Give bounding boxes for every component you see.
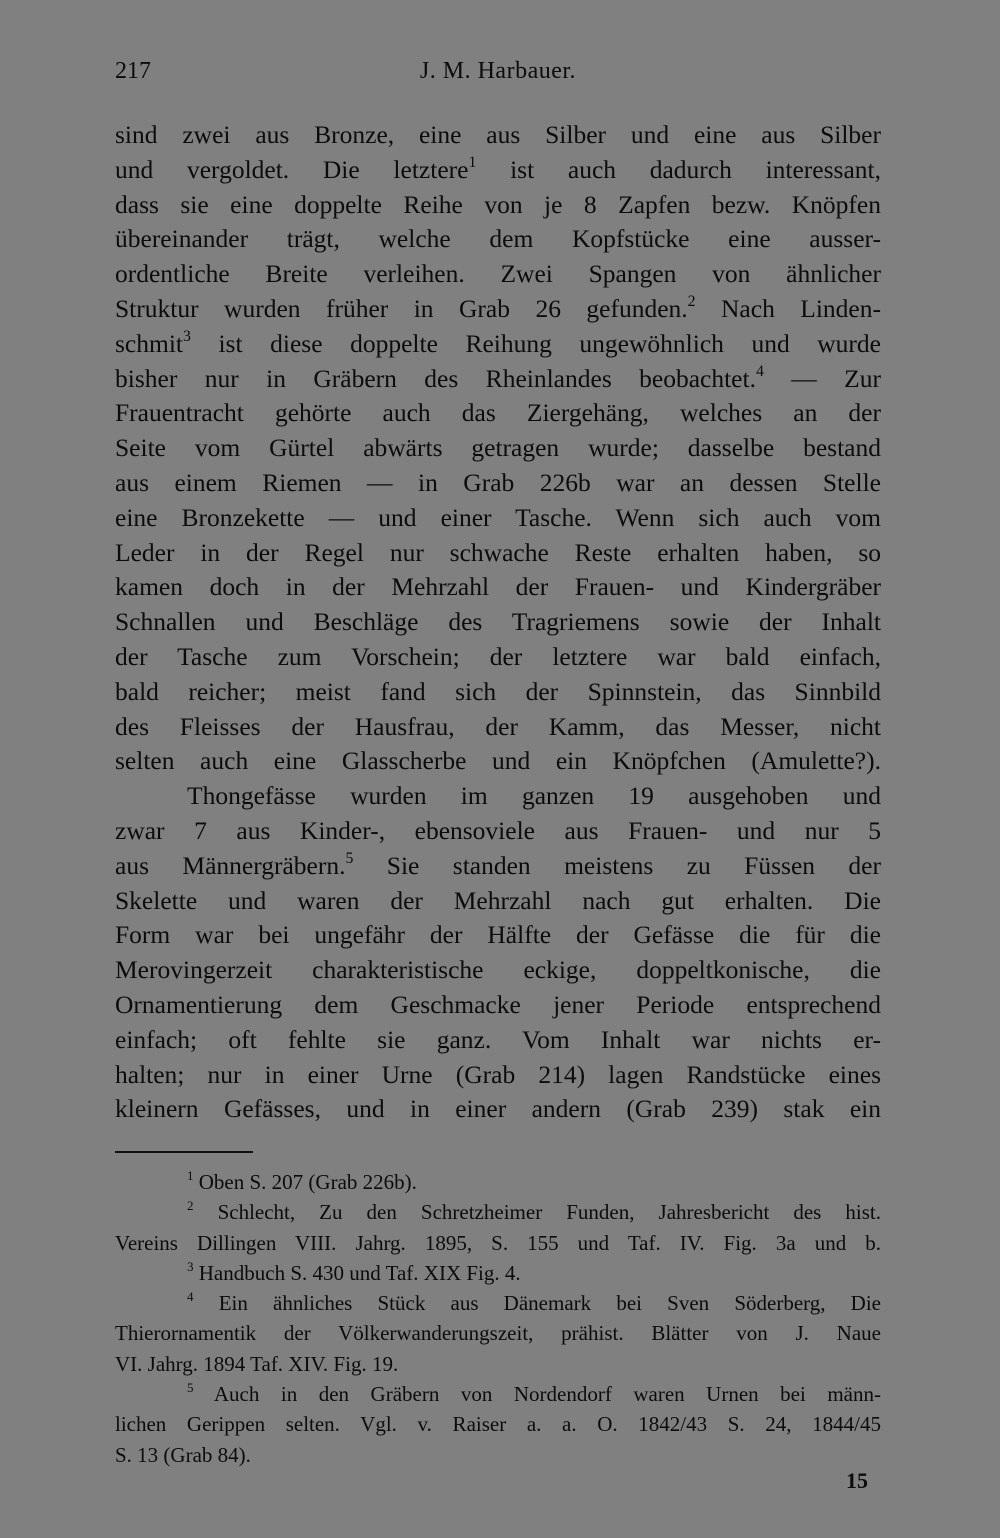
text-line: sind zwei aus Bronze, eine aus Silber und eine aus Silber xyxy=(115,120,881,149)
text-line: aus einem Riemen — in Grab 226b war an dessen Stelle xyxy=(115,467,881,497)
text-line: der Tasche zum Vorschein; der letztere war bald einfach, xyxy=(115,641,881,671)
footnote-line: Thierornamentik der Völkerwanderungszeit, prähist. Blätter von J. Naue xyxy=(115,1321,881,1346)
footnote-line: Vereins Dillingen VIII. Jahrg. 1895, S. 155 und Taf. IV. Fig. 3a und b. xyxy=(115,1230,881,1255)
footnote-marker: 3 xyxy=(187,1258,194,1274)
footnote-line: $^5$ Auch in den Gräbern von Nordendorf waren Urnen bei männ- xyxy=(187,1379,881,1407)
footnote-marker: 5 xyxy=(345,849,354,867)
text-line: bald reicher; meist fand sich der Spinnstein, das Sinnbild xyxy=(115,676,881,706)
footnote-marker: 2 xyxy=(187,1198,194,1214)
text-line: Seite vom Gürtel abwärts getragen wurde; dasselbe bestand xyxy=(115,433,881,463)
paragraph-start-line: Thongefässe wurden im ganzen 19 ausgehoben und xyxy=(187,781,881,811)
text-line: bisher nur in Gräbern des Rheinlandes beobachtet.$^4$ — Zur xyxy=(115,362,881,393)
text-line: Form war bei ungefähr der Hälfte der Gefässe die für die xyxy=(115,920,881,950)
text-line: aus Männergräbern.$^5$ Sie standen meistens zu Füssen der xyxy=(115,849,881,880)
running-title: J. M. Harbauer. xyxy=(419,58,577,84)
text-line: und vergoldet. Die letztere$^1$ ist auch dadurch interessant, xyxy=(115,153,881,184)
text-line: des Fleisses der Hausfrau, der Kamm, das Messer, nicht xyxy=(115,711,881,741)
footnote-divider xyxy=(115,1151,253,1153)
text-line: Struktur wurden früher in Grab 26 gefunden.$^2$ Nach Linden- xyxy=(115,292,881,323)
footnote-line: lichen Gerippen selten. Vgl. v. Raiser a. a. O. 1842/43 S. 24, 1844/45 xyxy=(115,1412,881,1437)
signature-mark: 15 xyxy=(846,1468,868,1493)
text-line: Ornamentierung dem Geschmacke jener Periode entsprechend xyxy=(115,989,881,1019)
body-text xyxy=(115,118,881,1127)
text-line: kamen doch in der Mehrzahl der Frauen- und Kindergräber xyxy=(115,572,881,602)
text-line: Leder in der Regel nur schwache Reste erhalten haben, so xyxy=(115,537,881,567)
text-line: eine Bronzekette — und einer Tasche. Wenn sich auch vom xyxy=(115,502,881,532)
footnote-marker: 5 xyxy=(187,1379,194,1395)
text-line: übereinander trägt, welche dem Kopfstücke eine ausser- xyxy=(115,224,881,254)
footnote-line: VI. Jahrg. 1894 Taf. XIV. Fig. 19. xyxy=(115,1351,399,1376)
text-line: halten; nur in einer Urne (Grab 214) lagen Randstücke eines xyxy=(115,1059,881,1089)
footnote-line: $^2$ Schlecht, Zu den Schretzheimer Funden, Jahresbericht des hist. xyxy=(187,1198,881,1225)
text-line: Schnallen und Beschläge des Tragriemens sowie der Inhalt xyxy=(115,607,881,637)
text-line: schmit$^3$ ist diese doppelte Reihung ungewöhnlich und wurde xyxy=(115,327,881,358)
page-number: 217 xyxy=(115,58,151,84)
footnote-marker: 1 xyxy=(187,1167,194,1183)
footnote-marker: 3 xyxy=(183,327,191,345)
footnote-line: $^3$ Handbuch S. 430 und Taf. XIX Fig. 4. xyxy=(187,1258,521,1285)
footnote-marker: 4 xyxy=(755,362,764,380)
footnote-line: $^1$ Oben S. 207 (Grab 226b). xyxy=(187,1167,417,1194)
footnote-line: S. 13 (Grab 84). xyxy=(115,1442,251,1467)
text-line: zwar 7 aus Kinder-, ebensoviele aus Frauen- und nur 5 xyxy=(115,815,881,845)
text-line: Frauentracht gehörte auch das Ziergehäng, welches an der xyxy=(115,398,881,428)
text-line: dass sie eine doppelte Reihe von je 8 Zapfen bezw. Knöpfen xyxy=(115,189,881,219)
text-line: einfach; oft fehlte sie ganz. Vom Inhalt war nichts er- xyxy=(115,1024,881,1054)
footnote-marker: 4 xyxy=(187,1289,194,1305)
footnotes xyxy=(115,1167,881,1470)
page-header xyxy=(115,58,881,92)
footnote-marker: 2 xyxy=(687,292,696,310)
text-line: ordentliche Breite verleihen. Zwei Spangen von ähnlicher xyxy=(115,259,881,289)
footnote-line: $^4$ Ein ähnliches Stück aus Dänemark bei Sven Söderberg, Die xyxy=(187,1289,881,1316)
text-line: selten auch eine Glasscherbe und ein Knöpfchen (Amulette?). xyxy=(115,746,881,776)
text-line: kleinern Gefässes, und in einer andern (Grab 239) stak ein xyxy=(115,1094,881,1124)
text-line: Merovingerzeit charakteristische eckige, doppeltkonische, die xyxy=(115,955,881,985)
footnote-marker: 1 xyxy=(468,153,477,171)
text-line: Skelette und waren der Mehrzahl nach gut erhalten. Die xyxy=(115,885,881,915)
